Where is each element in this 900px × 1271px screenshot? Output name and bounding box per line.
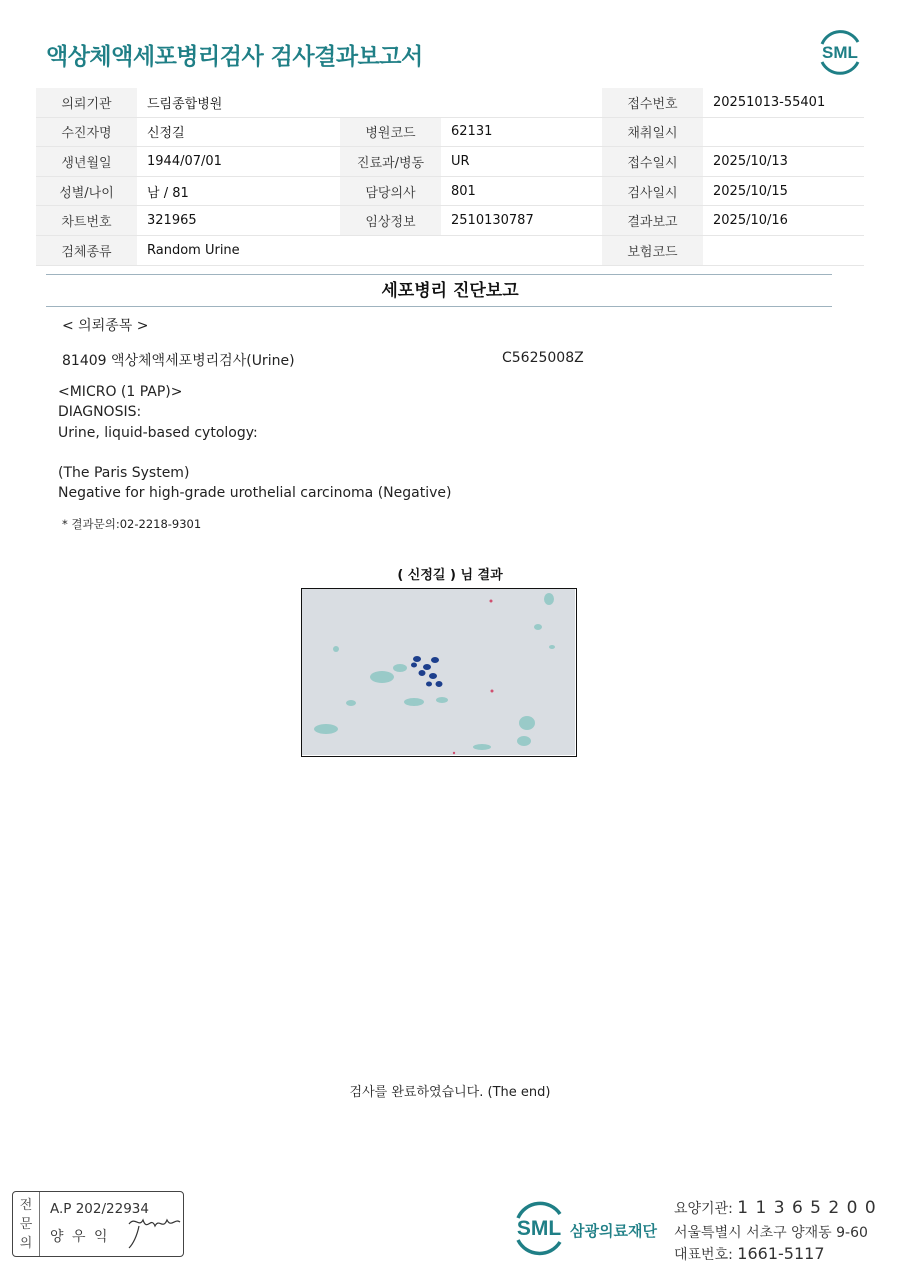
info-value: 2025/10/13 [703, 147, 864, 177]
info-label: 생년월일 [36, 147, 137, 177]
pathologist-stamp [12, 1191, 184, 1257]
info-label: 채취일시 [602, 117, 703, 147]
info-value: 남 / 81 [137, 176, 340, 206]
cytology-microscope-image [301, 588, 577, 757]
info-value: 드림종합병원 [137, 88, 602, 117]
foundation-name: 삼광의료재단 [570, 1222, 657, 1240]
info-label: 병원코드 [340, 117, 441, 147]
section-title: 세포병리 진단보고 [381, 281, 519, 301]
info-label: 임상정보 [340, 206, 441, 236]
info-row [36, 147, 864, 177]
pathologist-signature [125, 1206, 183, 1254]
report-title: 액상체액세포병리검사 검사결과보고서 [46, 44, 423, 70]
info-row [36, 235, 864, 265]
phone-number: 대표번호: 1661-5117 [674, 1244, 825, 1263]
order-test-code: C5625008Z [502, 350, 584, 366]
info-row [36, 206, 864, 236]
info-label: 검체종류 [36, 235, 137, 265]
info-value: 1944/07/01 [137, 147, 340, 177]
info-row [36, 88, 864, 117]
info-label: 수진자명 [36, 117, 137, 147]
info-value: 20251013-55401 [703, 88, 864, 117]
institution-number: 요양기관: 1 1 3 6 5 2 0 0 [674, 1198, 877, 1218]
diagnosis-line: Urine, liquid-based cytology: [58, 424, 258, 441]
info-value: 신정길 [137, 117, 340, 147]
pathologist-name: 양 우 익 [50, 1229, 110, 1245]
info-value: 2510130787 [441, 206, 602, 236]
info-value: 2025/10/15 [703, 176, 864, 206]
info-value: 801 [441, 176, 602, 206]
inquiry-phone: * 결과문의:02-2218-9301 [62, 517, 202, 531]
svg-text:SML: SML [516, 1217, 562, 1240]
info-value [703, 117, 864, 147]
sml-logo [816, 28, 864, 76]
info-value: 62131 [441, 117, 602, 147]
section-divider-top [46, 274, 832, 275]
info-label: 성별/나이 [36, 176, 137, 206]
info-label: 검사일시 [602, 176, 703, 206]
info-value: UR [441, 147, 602, 177]
diagnosis-line: (The Paris System) [58, 465, 190, 482]
info-row [36, 176, 864, 206]
info-label: 보험코드 [602, 235, 703, 265]
info-value: 2025/10/16 [703, 206, 864, 236]
image-caption: ( 신정길 ) 님 결과 [397, 568, 503, 583]
diagnosis-line [58, 443, 451, 463]
order-test-name: 81409 액상체액세포병리검사(Urine) [62, 353, 295, 369]
info-label: 담당의사 [340, 176, 441, 206]
diagnosis-line: Negative for high-grade urothelial carcinoma (Negative) [58, 485, 452, 502]
info-label: 의뢰기관 [36, 88, 137, 117]
diagnosis-line: DIAGNOSIS: [58, 404, 142, 421]
info-value: 321965 [137, 206, 340, 236]
info-label: 진료과/병동 [340, 147, 441, 177]
patient-info-table [36, 88, 864, 266]
info-label: 차트번호 [36, 206, 137, 236]
info-value: Random Urine [137, 235, 602, 265]
stamp-side-label: 전 문 의 [13, 1192, 40, 1256]
info-label: 접수번호 [602, 88, 703, 117]
info-row [36, 117, 864, 147]
section-divider-bottom [46, 306, 832, 307]
diagnosis-text [58, 382, 451, 504]
end-message: 검사를 완료하였습니다. (The end) [349, 1085, 551, 1100]
order-heading: < 의뢰종목 > [62, 318, 149, 334]
diagnosis-line: <MICRO (1 PAP)> [58, 384, 183, 400]
pathologist-license: A.P 202/22934 [50, 1201, 149, 1217]
svg-text:SML: SML [822, 43, 858, 62]
info-label: 결과보고 [602, 206, 703, 236]
address: 서울특별시 서초구 양재동 9-60 [674, 1225, 868, 1241]
info-value [703, 235, 864, 265]
info-label: 접수일시 [602, 147, 703, 177]
footer-sml-logo [510, 1200, 568, 1256]
